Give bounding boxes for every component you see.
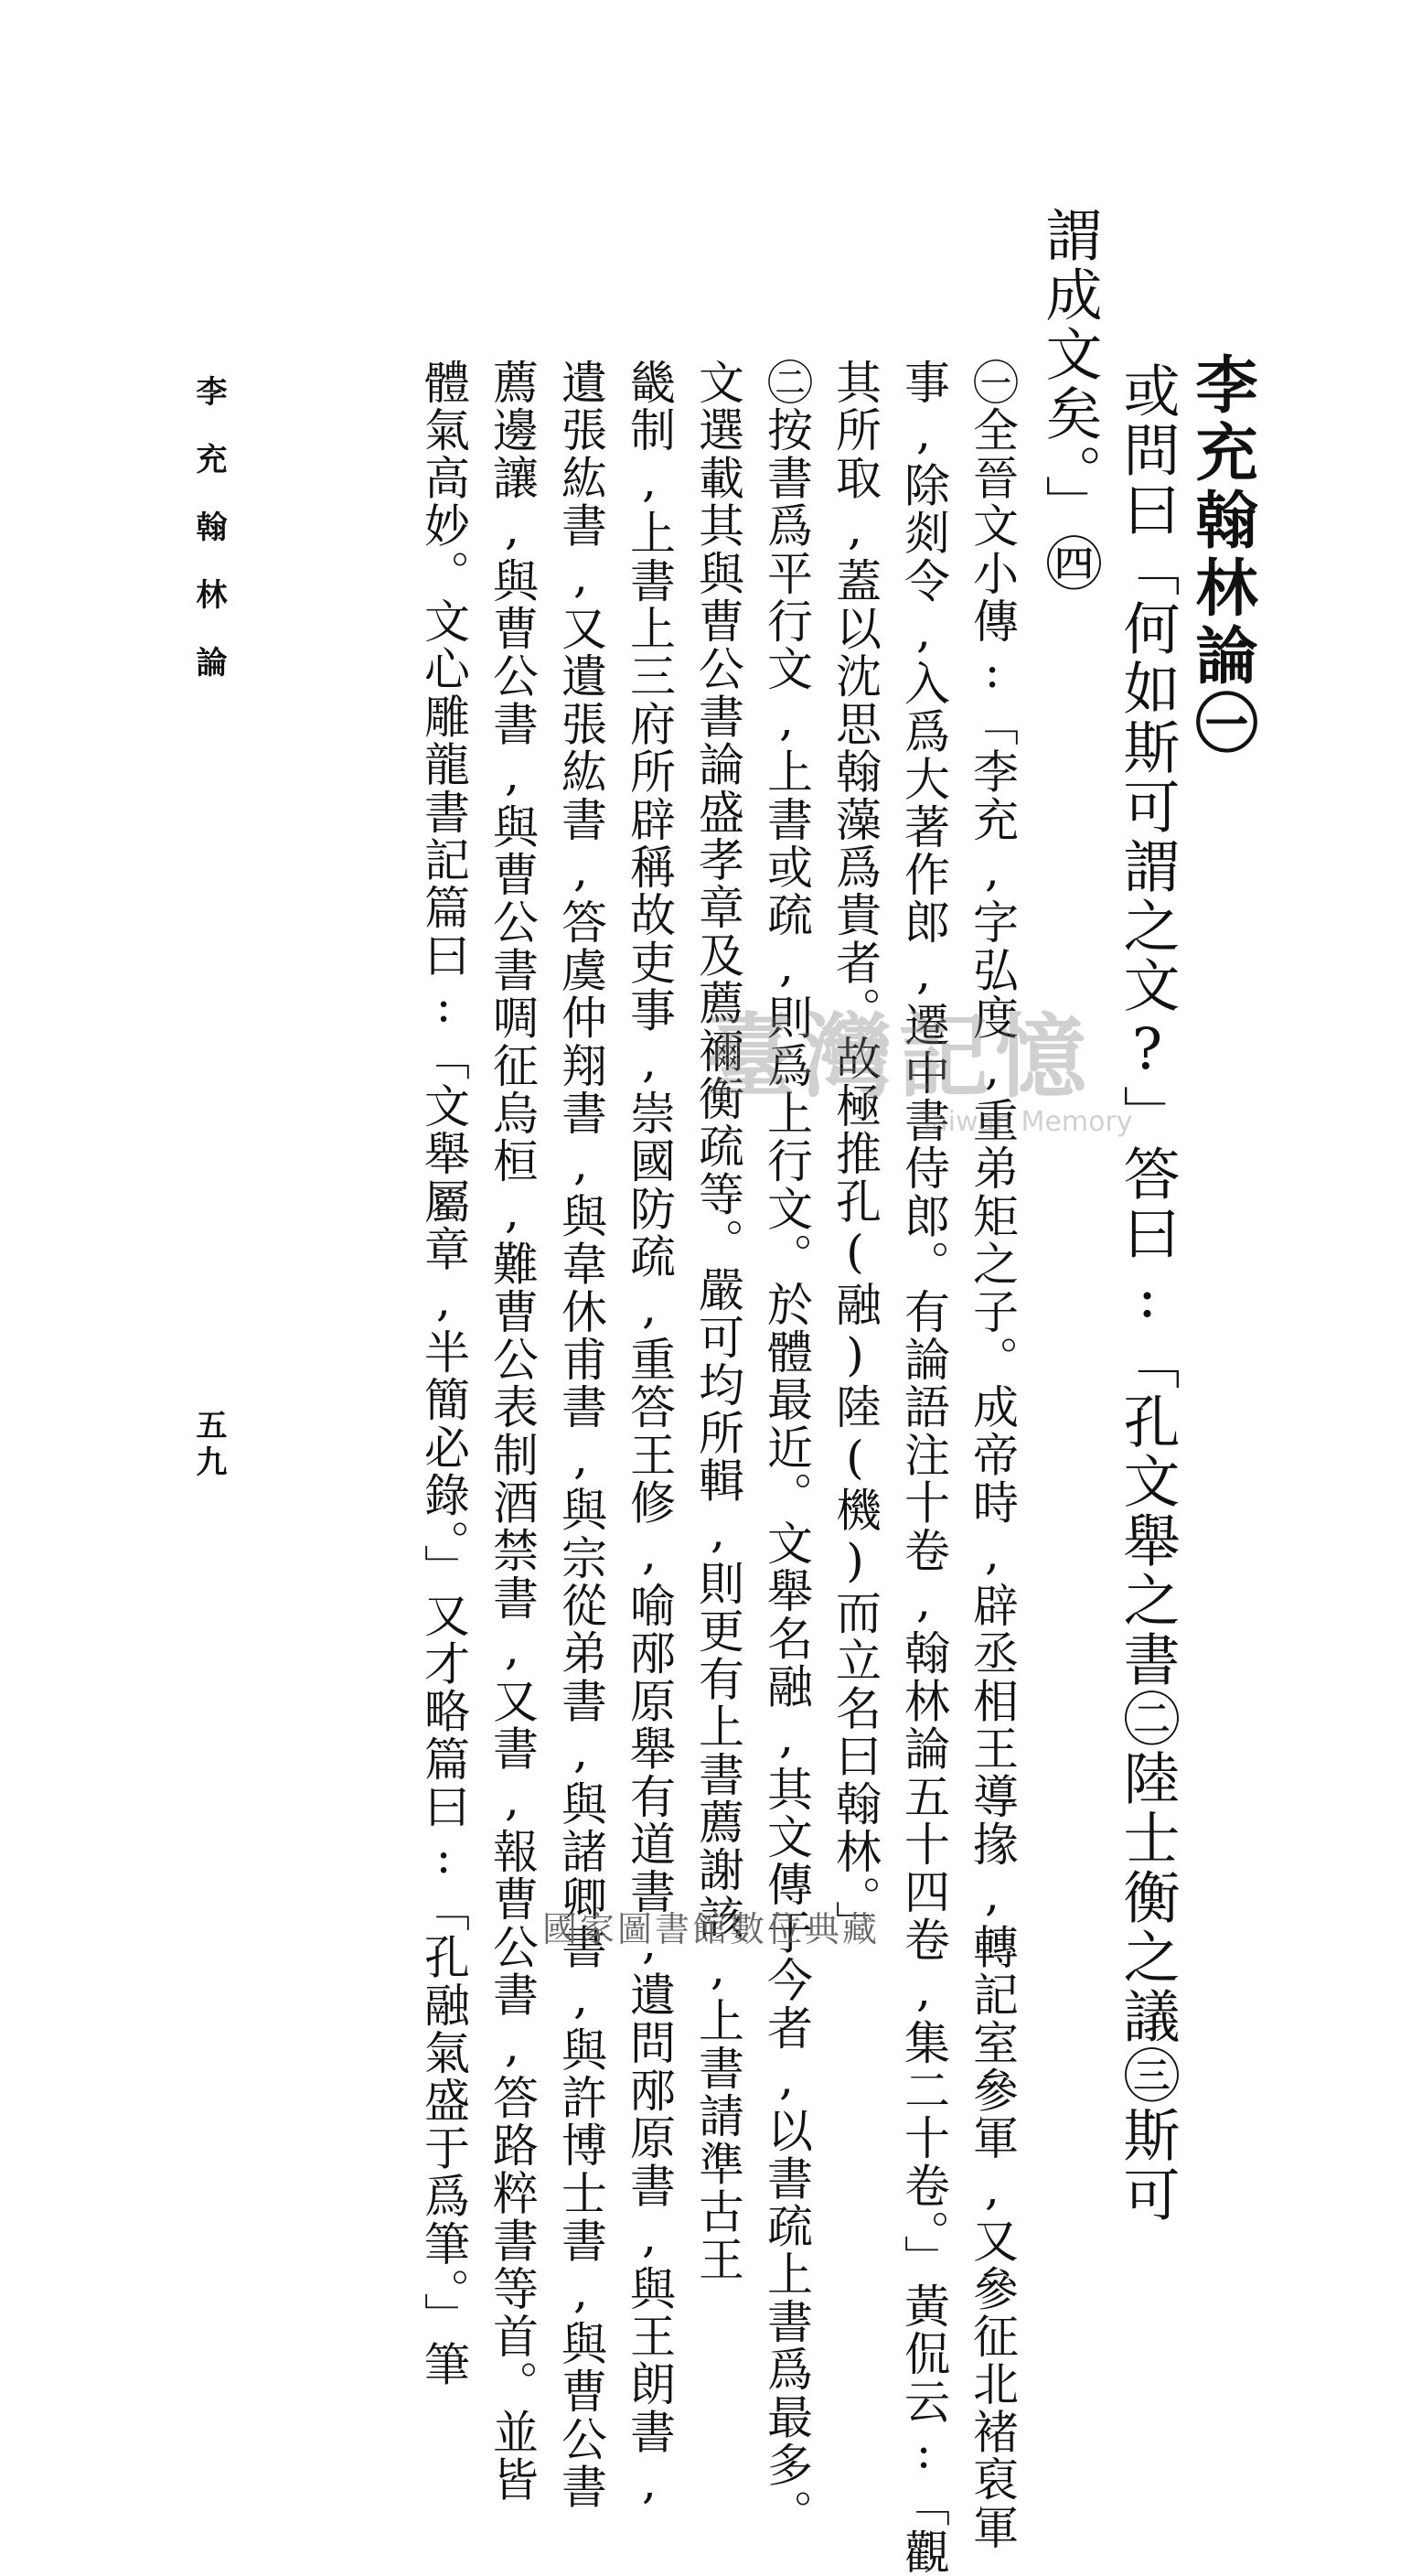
footer-label: 國家圖書館數位典藏 bbox=[541, 1909, 880, 1949]
watermark-chinese: 臺灣記憶 bbox=[704, 1004, 1092, 1111]
watermark-english: Taiwan Memory bbox=[919, 1106, 1133, 1138]
main-text-line-1: 或問曰「何如斯可謂之文?」答曰:「孔文舉之書㊁陸士衡之議㊂斯可 bbox=[1114, 361, 1181, 2225]
note-line-3: 其所取,蓋以沈思翰藻爲貴者。故極推孔(融)陸(機)而立名曰翰林。」 bbox=[829, 359, 882, 1948]
note-line-6: 畿制,上書上三府所辟稱故吏事,崇國防疏,重答王修,喻邴原舉有道書,遺問邴原書,與王朗書, bbox=[623, 359, 676, 2511]
running-title: 李充翰林論 bbox=[190, 375, 227, 714]
note-line-4: ㊁按書爲平行文,上書或疏,則爲上行文。於體最近。文舉名融,其文傳于今者,以書疏上書爲最多。 bbox=[760, 359, 813, 2537]
note-line-7: 遺張紘書,又遺張紘書,答虞仲翔書,與韋休甫書,與宗從弟書,與諸卿書,與許博士書,與曹公書 bbox=[554, 359, 607, 2511]
note-line-5: 文選載其與曹公書論盛孝章及薦禰衡疏等。嚴可均所輯,則更有上書薦謝該,上書請準古王 bbox=[691, 359, 744, 2283]
note-line-2: 事,除剡令,入爲大著作郎,遷中書侍郎。有論語注十卷,翰林論五十四卷,集二十卷。」黃侃云:「觀 bbox=[897, 359, 950, 2576]
watermark-logo bbox=[704, 983, 1133, 1138]
essay-title: 李充翰林論㊀ bbox=[1185, 352, 1258, 758]
note-line-9: 體氣高妙。文心雕龍書記篇曰:「文舉屬章,半簡必錄。」又才略篇曰:「孔融氣盛于爲筆。」筆 bbox=[417, 359, 470, 2388]
main-text-line-2: 謂成文矣。」㊃ bbox=[1036, 206, 1103, 594]
note-line-8: 薦邊讓,與曹公書,與曹公書啁征烏桓,難曹公表制酒禁書,又書,報曹公書,答路粹書等首。並皆 bbox=[486, 359, 539, 2504]
page-number: 五九 bbox=[190, 1409, 227, 1482]
note-line-1: ㊀全晉文小傳:「李充,字弘度,重弟矩之子。成帝時,辟丞相王導掾,轉記室參軍,又參征北褚裒軍 bbox=[966, 359, 1019, 2551]
